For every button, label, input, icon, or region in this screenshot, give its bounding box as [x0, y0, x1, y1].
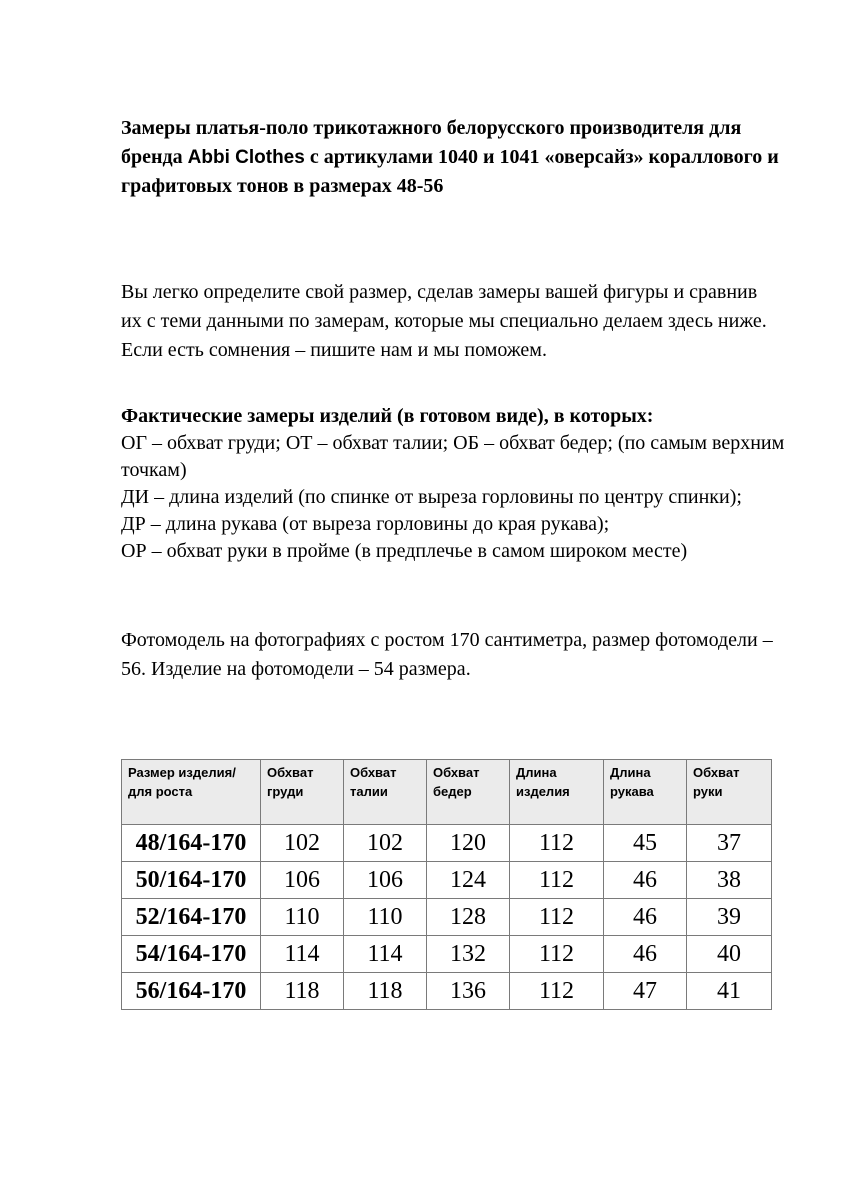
cell-waist: 110: [344, 899, 427, 936]
cell-waist: 106: [344, 862, 427, 899]
measurements-legend: [121, 403, 801, 565]
cell-size: 54/164-170: [122, 936, 261, 973]
cell-hips: 132: [427, 936, 510, 973]
cell-length: 112: [510, 936, 604, 973]
header-size: Размер изделия/для роста: [122, 760, 261, 825]
cell-length: 112: [510, 825, 604, 862]
legend-line-chest-waist-hips: ОГ – обхват груди; ОТ – обхват талии; ОБ – обхват бедер; (по самым верхним точкам): [121, 432, 785, 481]
table-header-row: [122, 760, 772, 825]
cell-hips: 124: [427, 862, 510, 899]
size-table: [121, 759, 772, 1010]
table-row: [122, 862, 772, 899]
size-table-header: [122, 760, 772, 825]
cell-hips: 136: [427, 973, 510, 1010]
cell-sleeve-length: 47: [604, 973, 687, 1010]
cell-hips: 128: [427, 899, 510, 936]
header-hips: Обхват бедер: [427, 760, 510, 825]
legend-lead: Фактические замеры изделий (в готовом виде), в которых:: [121, 405, 654, 427]
size-table-body: [122, 825, 772, 1010]
cell-chest: 110: [261, 899, 344, 936]
header-sleeve-length: Длина рукава: [604, 760, 687, 825]
table-row: [122, 899, 772, 936]
legend-line-length: ДИ – длина изделий (по спинке от выреза горловины по центру спинки);: [121, 486, 742, 508]
cell-waist: 114: [344, 936, 427, 973]
title-brand: Abbi Clothes: [187, 147, 305, 168]
cell-size: 48/164-170: [122, 825, 261, 862]
cell-waist: 102: [344, 825, 427, 862]
cell-size: 56/164-170: [122, 973, 261, 1010]
header-length: Длина изделия: [510, 760, 604, 825]
cell-arm-girth: 41: [687, 973, 772, 1010]
cell-sleeve-length: 46: [604, 862, 687, 899]
header-waist: Обхват талии: [344, 760, 427, 825]
cell-arm-girth: 40: [687, 936, 772, 973]
header-arm-girth: Обхват руки: [687, 760, 772, 825]
cell-size: 50/164-170: [122, 862, 261, 899]
cell-chest: 114: [261, 936, 344, 973]
title-text-after-brand: с артикулами 1040 и 1041 «оверсайз» кораллового и графитовых тонов в размерах 48-56: [121, 146, 779, 197]
cell-length: 112: [510, 862, 604, 899]
title-text-before-brand: Замеры платья-поло трикотажного белорусского производителя для бренда: [121, 117, 742, 168]
cell-sleeve-length: 45: [604, 825, 687, 862]
cell-sleeve-length: 46: [604, 936, 687, 973]
cell-arm-girth: 38: [687, 862, 772, 899]
cell-sleeve-length: 46: [604, 899, 687, 936]
table-row: [122, 973, 772, 1010]
document-title: [121, 114, 781, 201]
legend-line-arm-girth: ОР – обхват руки в пройме (в предплечье в самом широком месте): [121, 540, 688, 562]
cell-arm-girth: 39: [687, 899, 772, 936]
cell-size: 52/164-170: [122, 899, 261, 936]
cell-arm-girth: 37: [687, 825, 772, 862]
cell-waist: 118: [344, 973, 427, 1010]
cell-length: 112: [510, 899, 604, 936]
intro-paragraph: Вы легко определите свой размер, сделав замеры вашей фигуры и сравнив их с теми данными по замерам, которые мы специально делаем здесь ниже. Если есть сомнения – пишите нам и мы поможем.: [121, 281, 767, 361]
cell-chest: 102: [261, 825, 344, 862]
table-row: [122, 936, 772, 973]
cell-chest: 106: [261, 862, 344, 899]
table-row: [122, 825, 772, 862]
cell-length: 112: [510, 973, 604, 1010]
cell-chest: 118: [261, 973, 344, 1010]
model-note: Фотомодель на фотографиях с ростом 170 сантиметра, размер фотомодели – 56. Изделие на фотомодели – 54 размера.: [121, 629, 773, 680]
header-chest: Обхват груди: [261, 760, 344, 825]
cell-hips: 120: [427, 825, 510, 862]
legend-line-sleeve-length: ДР – длина рукава (от выреза горловины до края рукава);: [121, 513, 610, 535]
